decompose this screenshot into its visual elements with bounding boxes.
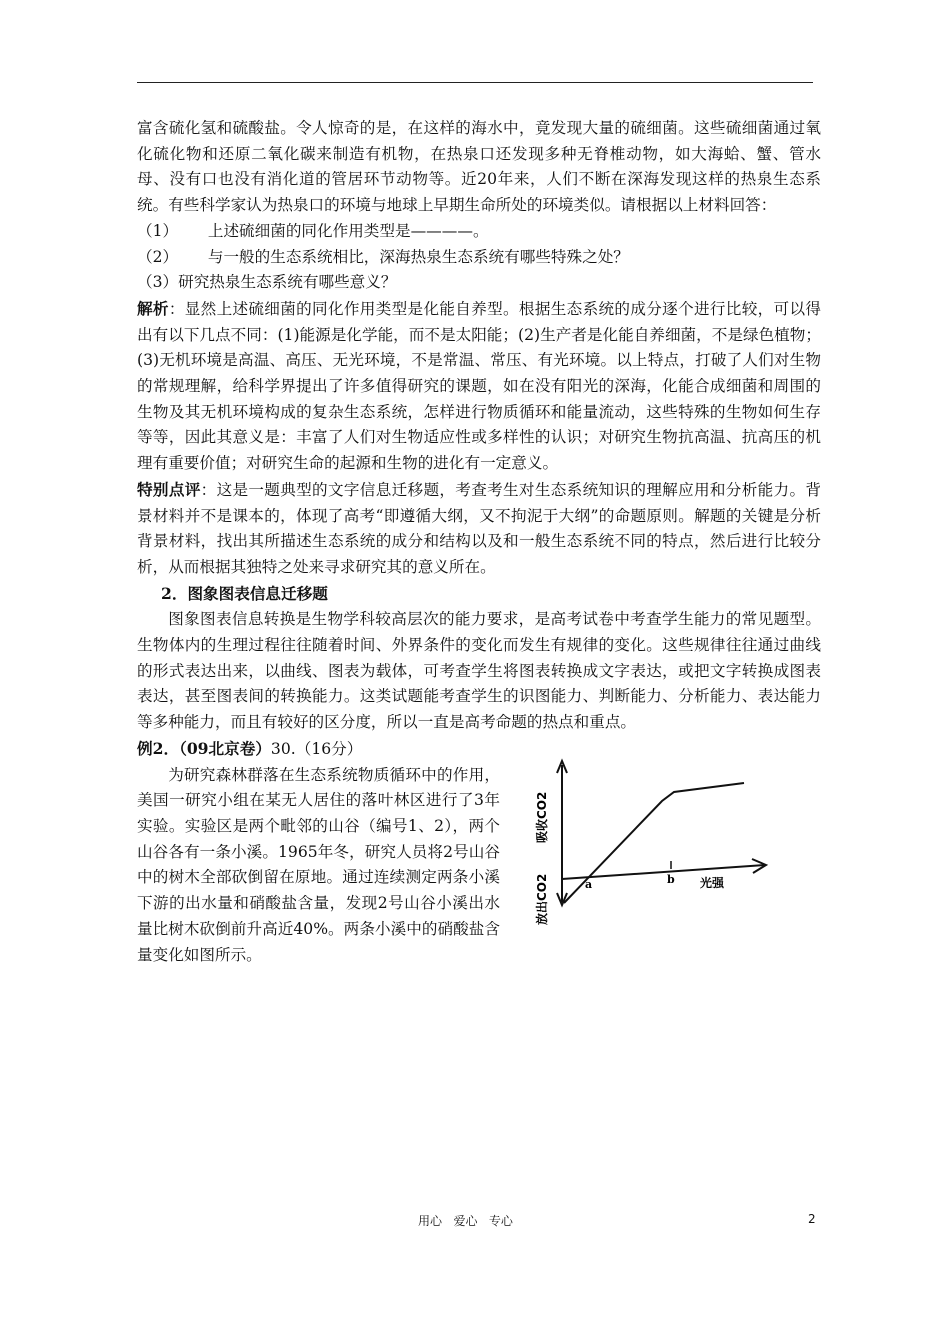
x-axis <box>562 865 764 879</box>
analysis-paragraph <box>137 296 821 477</box>
question-2: （2） 与一般的生态系统相比，深海热泉生态系统有哪些特殊之处？ <box>137 247 629 266</box>
header-rule <box>137 82 813 83</box>
material-paragraph: 富含硫化氢和硫酸盐。令人惊奇的是，在这样的海水中，竟发现大量的硫细菌。这些硫细菌通过氧化硫化物和还原二氧化碳来制造有机物，在热泉口还发现多种无脊椎动物，如大海蛤、蟹、管水母、没有口也没有消化道的管居环节动物等。近20年来，人们不断在深海发现这样的热泉生态系统。有些科学家认为热泉口的环境与地球上早期生命所处的环境类似。请根据以上材料回答： <box>137 119 821 215</box>
question-1: （1） 上述硫细菌的同化作用类型是————。 <box>137 221 489 240</box>
example-label: 例2．（09北京卷） <box>137 738 271 758</box>
point-b-label: b <box>667 873 675 886</box>
page-number: 2 <box>808 1212 816 1226</box>
y-down-label: 放出CO2 <box>535 873 549 925</box>
footer-slogan: 用心 爱心 专心 <box>418 1214 513 1228</box>
section-paragraph: 图象图表信息转换是生物学科较高层次的能力要求，是高考试卷中考查学生能力的常见题型。生物体内的生理过程往往随着时间、外界条件的变化而发生有规律的变化。这些规律往往通过曲线的形式表达出来，以曲线、图表为载体，可考查学生将图表转换成文字表达，或把文字转换成图表表达，甚至图表间的转换能力。这类试题能考查学生的识图能力、判断能力、分析能力、表达能力等多种能力，而且有较好的区分度，所以一直是高考命题的热点和重点。 <box>137 610 821 732</box>
point-a-label: a <box>585 878 593 891</box>
x-axis-label: 光强 <box>700 876 725 890</box>
question-3: （3）研究热泉生态系统有哪些意义？ <box>137 273 397 292</box>
y-up-label: 吸收CO2 <box>535 791 549 843</box>
section-heading: 2．图象图表信息迁移题 <box>161 583 328 603</box>
example-paragraph: 为研究森林群落在生态系统物质循环中的作用，美国一研究小组在某无人居住的落叶林区进行了3年实验。实验区是两个毗邻的山谷（编号1、2），两个山谷各有一条小溪。1965年冬，研究人员将2号山谷中的树木全部砍倒留在原地。通过连续测定两条小溪下游的出水量和硝酸盐含量，发现2号山谷小溪出水量比树木砍倒前升高近40%。两条小溪中的硝酸盐含量变化如图所示。 <box>137 765 500 964</box>
analysis-label: 解析 <box>137 298 169 318</box>
example-number: 30.（16分） <box>270 739 363 758</box>
comment-text: ：这是一题典型的文字信息迁移题，考查考生对生态系统知识的理解应用和分析能力。背景材料并不是课本的，体现了高考“即遵循大纲，又不拘泥于大纲”的命题原则。解题的关键是分析背景材料，找出其所描述生态系统的成分和结构以及和一般生态系统不同的特点，然后进行比较分析，从而根据其独特之处来寻求研究其的意义所在。 <box>137 480 821 576</box>
analysis-text: ：显然上述硫细菌的同化作用类型是化能自养型。根据生态系统的成分逐个进行比较，可以得出有以下几点不同：(1)能源是化学能，而不是太阳能；(2)生产者是化能自养细菌，不是绿色植物；(3)无机环境是高温、高压、无光环境，不是常温、常压、有光环境。以上特点，打破了人们对生物的常规理解，给科学界提出了许多值得研究的课题，如在没有阳光的深海，化能合成细菌和周围的生物及其无机环境构成的复杂生态系统，怎样进行物质循环和能量流动，这些特殊的生物如何生存等等，因此其意义是：丰富了人们对生物适应性或多样性的认识；对研究生物抗高温、抗高压的机理有重要价值；对研究生命的起源和生物的进化有一定意义。 <box>137 299 821 473</box>
comment-paragraph <box>137 477 821 581</box>
comment-label: 特别点评 <box>137 479 201 499</box>
photosynthesis-light-curve-figure <box>512 757 782 957</box>
